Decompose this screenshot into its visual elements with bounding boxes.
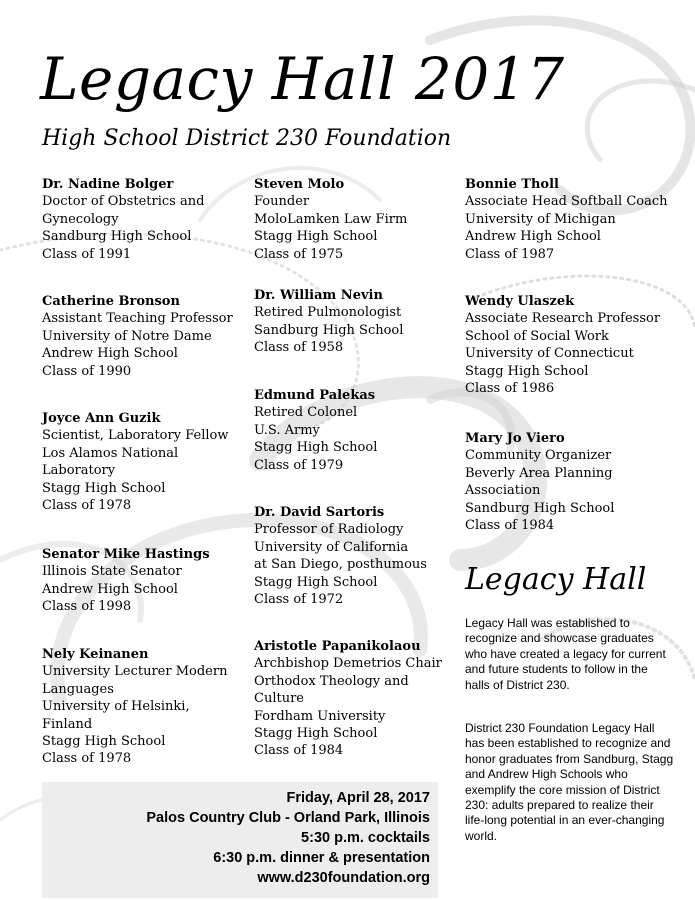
honoree-detail: Associate Head Softball Coach (465, 194, 668, 210)
honoree-column-1 (42, 176, 242, 768)
honoree-detail: University of California (254, 539, 409, 555)
honoree-detail: University of Michigan (465, 211, 616, 227)
event-date: Friday, April 28, 2017 (286, 790, 430, 806)
honoree-detail: Stagg High School (465, 363, 589, 379)
honoree-entry (254, 638, 452, 760)
page-title: Legacy Hall 2017 (40, 45, 565, 113)
event-details-box (42, 782, 438, 898)
honoree-detail: Stagg High School (42, 734, 166, 750)
honoree-detail: Stagg High School (254, 574, 378, 590)
honoree-detail: Andrew High School (465, 229, 601, 245)
honoree-detail: Class of 1990 (42, 363, 132, 379)
honoree-detail: Laboratory (42, 463, 116, 479)
honoree-detail: Class of 1958 (254, 340, 344, 356)
honoree-detail: Class of 1991 (42, 246, 132, 262)
honoree-detail: Class of 1998 (42, 599, 132, 615)
honoree-entry (254, 287, 452, 387)
honoree-detail: School of Social Work (465, 328, 609, 344)
honoree-name: Aristotle Papanikolaou (254, 639, 421, 654)
honoree-detail: University of Connecticut (465, 346, 634, 362)
honoree-detail: Retired Pulmonologist (254, 305, 402, 321)
honoree-detail: Founder (254, 194, 310, 210)
honoree-name: Edmund Palekas (254, 388, 376, 403)
honoree-detail: Fordham University (254, 708, 386, 724)
event-venue: Palos Country Club - Orland Park, Illinois (146, 810, 430, 826)
honoree-name: Dr. Nadine Bolger (42, 177, 174, 192)
honoree-entry (254, 176, 452, 287)
honoree-detail: Orthodox Theology and (254, 673, 409, 689)
honoree-detail: Stagg High School (254, 229, 378, 245)
honoree-name: Catherine Bronson (42, 294, 180, 309)
honoree-detail: Associate Research Professor (465, 311, 661, 327)
honoree-detail: Community Organizer (465, 448, 612, 464)
honoree-detail: Gynecology (42, 211, 119, 227)
honoree-detail: Illinois State Senator (42, 564, 182, 580)
honoree-detail: Class of 1984 (254, 743, 344, 759)
honoree-name: Bonnie Tholl (465, 177, 559, 192)
honoree-entry (254, 504, 452, 638)
honoree-column-3 (465, 176, 680, 534)
honoree-detail: Class of 1978 (42, 498, 132, 514)
event-cocktails-time: 5:30 p.m. cocktails (301, 830, 430, 846)
honoree-entry (465, 176, 680, 293)
honoree-entry (42, 410, 242, 546)
honoree-detail: University of Notre Dame (42, 328, 212, 344)
honoree-column-2 (254, 176, 452, 760)
honoree-detail: Languages (42, 681, 114, 697)
honoree-entry (42, 293, 242, 410)
honoree-detail: University of Helsinki, (42, 699, 190, 715)
honoree-detail: University Lecturer Modern (42, 664, 228, 680)
event-website-link[interactable]: www.d230foundation.org (257, 870, 430, 886)
honoree-name: Nely Keinanen (42, 647, 149, 662)
honoree-name: Senator Mike Hastings (42, 547, 210, 562)
honoree-entry (465, 430, 680, 534)
honoree-detail: Class of 1972 (254, 592, 344, 608)
honoree-detail: Andrew High School (42, 581, 178, 597)
honoree-detail: Association (465, 483, 541, 499)
honoree-detail: Sandburg High School (465, 500, 615, 516)
honoree-entry (42, 176, 242, 293)
honoree-detail: Class of 1979 (254, 457, 344, 473)
honoree-entry (42, 646, 242, 768)
honoree-detail: Stagg High School (254, 726, 378, 742)
honoree-detail: Culture (254, 691, 304, 707)
honoree-detail: Finland (42, 716, 93, 732)
honoree-detail: Sandburg High School (42, 229, 192, 245)
honoree-detail: Class of 1978 (42, 751, 132, 767)
legacy-hall-description: Legacy Hall was established to recognize and showcase graduates who have created a legacy for current and future students to follow in the halls of District 230. (465, 616, 666, 692)
honoree-detail: at San Diego, posthumous (254, 557, 427, 573)
page-subtitle: High School District 230 Foundation (42, 126, 452, 151)
honoree-detail: Class of 1984 (465, 518, 555, 534)
honoree-name: Wendy Ulaszek (465, 294, 575, 309)
honoree-detail: Scientist, Laboratory Fellow (42, 428, 229, 444)
honoree-detail: Stagg High School (42, 480, 166, 496)
honoree-detail: Stagg High School (254, 440, 378, 456)
legacy-hall-heading: Legacy Hall (465, 562, 647, 597)
event-dinner-time: 6:30 p.m. dinner & presentation (213, 850, 430, 866)
honoree-detail: Los Alamos National (42, 445, 179, 461)
honoree-detail: Professor of Radiology (254, 522, 404, 538)
honoree-detail: Archbishop Demetrios Chair (254, 656, 442, 672)
honoree-detail: Beverly Area Planning (465, 465, 613, 481)
honoree-name: Dr. David Sartoris (254, 505, 385, 520)
honoree-entry (254, 387, 452, 504)
honoree-detail: Class of 1975 (254, 246, 344, 262)
honoree-detail: Class of 1986 (465, 381, 555, 397)
honoree-detail: Retired Colonel (254, 405, 358, 421)
honoree-name: Mary Jo Viero (465, 431, 565, 446)
honoree-name: Steven Molo (254, 177, 345, 192)
honoree-entry (465, 293, 680, 430)
honoree-name: Joyce Ann Guzik (42, 411, 161, 426)
legacy-hall-mission: District 230 Foundation Legacy Hall has been established to recognize and honor graduates from Sandburg, Stagg and Andrew High Schools who exemplify the core mission of District 230: adults prepared to realize their life-long potential in an ever-changing world. (465, 721, 674, 843)
honoree-detail: MoloLamken Law Firm (254, 211, 408, 227)
honoree-name: Dr. William Nevin (254, 288, 383, 303)
honoree-detail: Class of 1987 (465, 246, 555, 262)
honoree-entry (42, 546, 242, 646)
honoree-detail: Assistant Teaching Professor (42, 311, 233, 327)
honoree-detail: Doctor of Obstetrics and (42, 194, 205, 210)
honoree-detail: Andrew High School (42, 346, 178, 362)
honoree-detail: Sandburg High School (254, 322, 404, 338)
honoree-detail: U.S. Army (254, 422, 320, 438)
